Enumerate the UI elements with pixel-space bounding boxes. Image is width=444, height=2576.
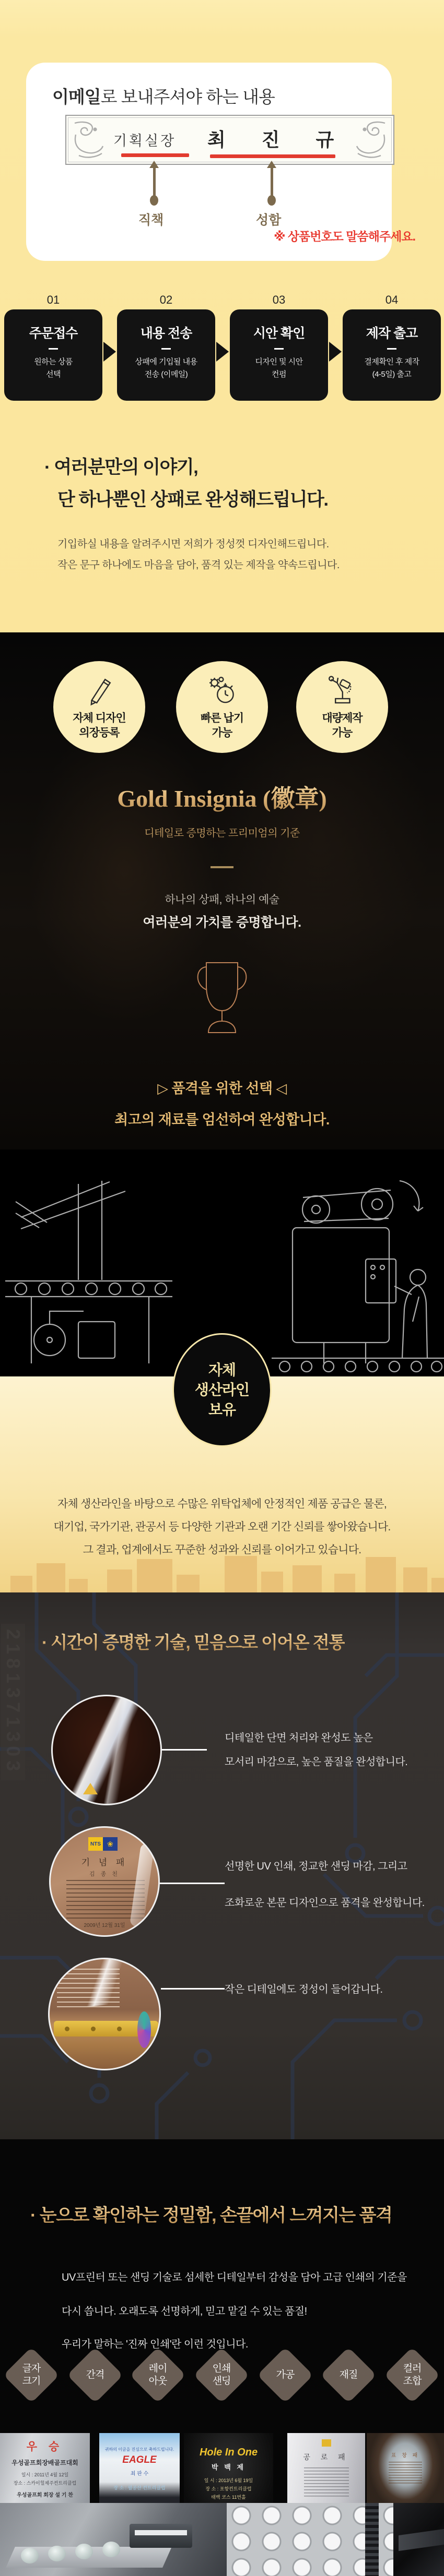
plaque-logo [88,1837,118,1851]
plaque-body-text [389,2462,422,2485]
divider [49,348,58,350]
name-label: 성함 [256,213,282,227]
watermark-number: 2181371303 [1,1624,25,1780]
plaque-title: 기 념 패 [81,1858,128,1867]
tag-print-sanding: 인쇄 샌딩 [212,2363,231,2387]
tag-material: 재질 [339,2369,358,2380]
divider [387,348,396,350]
factory-photo-machine [393,2503,444,2576]
email-guide-title-rest: 로 보내주셔야 하는 내용 [100,87,275,106]
step-title: 내용 전송 [140,326,192,341]
detail-photo-uv-print [49,1826,160,1937]
plaque-logo [322,2439,331,2447]
machine-rail [365,2503,379,2576]
nts-logo: NTS [88,1837,103,1851]
brand-title: Gold Insignia (徽章) [0,780,444,814]
dragon-ornament-icon [71,119,107,162]
arrow-up-icon [267,161,276,206]
step-number: 03 [272,293,286,306]
story-headline-1: · 여러분만의 이야기, [44,457,198,477]
trust-paragraph-line: 그 결과, 업계에서도 꾸준한 성과와 신뢰를 이어가고 있습니다. [83,1544,361,1556]
brand-subtitle: 디테일로 증명하는 프리미엄의 기준 [144,828,300,839]
divider [274,348,284,350]
quality-paragraph-line: 다시 씁니다. 오래도록 선명하게, 믿고 맡길 수 있는 품질! [62,2306,307,2317]
nameplate-position-text: 기획실장 [113,133,177,149]
iridescent-disc [137,2011,151,2048]
badge-line: 보유 [208,1401,236,1418]
feature-label: 자체 디자인 의장등록 [73,712,126,739]
tag-processing: 가공 [276,2369,295,2380]
step-title: 시안 확인 [253,326,305,341]
printer-head [130,2524,192,2548]
product-photo-hole-in-one: Hole In One 박 백 제 일 시 : 2013년 6월 19일 장 소 : 포항컨트리클럽 태백 코스 11번홀 [184,2433,273,2503]
brand-line-1: 하나의 상패, 하나의 예술 [165,894,279,906]
story-sub-2: 작은 문구 하나에도 마음을 담아, 품격 있는 제작을 약속드립니다. [57,559,340,571]
tag-spacing: 간격 [86,2369,104,2380]
arrow-right-icon [329,342,342,362]
pencil-icon [83,674,116,707]
premium-select-line-1: ▷ 품격을 위한 선택 ◁ [157,1081,287,1096]
arrow-up-icon [149,161,159,206]
tag-layout: 레이 아웃 [148,2363,167,2387]
story-sub-1: 기입하실 내용을 알려주시면 저희가 정성껏 디자인해드립니다. [57,538,329,550]
plaque-date: 2009년 12월 31일 [84,1923,125,1928]
plaque-recipient: 김 종 친 [89,1871,120,1877]
glass-disc [102,2542,120,2557]
dragon-ornament-icon [353,119,389,162]
product-photo-merit-plaque: 공 로 패 [287,2433,365,2503]
flower-logo-icon: ❀ [103,1837,118,1851]
step-number: 02 [159,293,173,306]
trophy-icon [191,958,253,1042]
section-brand-features [0,632,444,1149]
trust-paragraph-line: 대기업, 국가기관, 관공서 등 다양한 기관과 오랜 기간 신뢰를 쌓아왔습니다. [53,1521,391,1533]
step-desc: 디자인 및 시안 컨펌 [255,357,303,379]
premium-select-line-2: 최고의 재료를 엄선하여 완성합니다. [114,1112,330,1128]
section-production-line [0,1149,444,1418]
nameplate-name-text: 최 진 규 [207,129,350,150]
position-label: 직책 [138,213,164,227]
tech-item-text: 모서리 마감으로, 높은 품질을 완성합니다. [225,1756,408,1768]
product-photo-eagle-plaque: 귀하의 이글을 진심으로 축하드립니다. EAGLE 최 판 수 장 소 : 월공산 컨트리클럽 [99,2433,180,2503]
name-underline [210,154,335,158]
feature-label: 빠른 납기 가능 [201,712,243,739]
own-production-badge [172,1333,272,1447]
trust-paragraph-line: 자체 생산라인을 바탕으로 수많은 위탁업체에 안정적인 제품 공급은 물론, [57,1498,387,1510]
position-underline [121,153,189,157]
quality-title: · 눈으로 확인하는 정밀함, 손끝에서 느껴지는 품격 [30,2201,392,2226]
connector-line [161,1988,225,1990]
section-technology [0,1592,444,2139]
tech-item-text: 조화로운 본문 디자인으로 품격을 완성합니다. [225,1897,425,1909]
step-title: 주문접수 [29,326,78,341]
badge-line: 생산라인 [194,1382,250,1398]
detail-photo-ornament [48,1958,161,2070]
tech-item-text: 선명한 UV 인쇄, 정교한 샌딩 마감, 그리고 [225,1861,407,1872]
email-guide-title-bold: 이메일 [52,87,101,106]
glass-disc [21,2548,39,2563]
arrow-right-icon [216,342,229,362]
printer-head-bar [135,2530,187,2535]
crystal-reflection [83,1783,98,1794]
tech-item-text: 디테일한 단면 처리와 완성도 높은 [225,1732,373,1744]
robot-arm-icon [325,674,359,707]
feature-badge-mass-production [296,661,388,753]
step-title: 제작 출고 [366,326,418,341]
product-photo-citation-plaque: 표 창 패 [367,2433,444,2503]
section-quality [0,2139,444,2576]
tech-item-text: 작은 디테일에도 정성이 들어갑니다. [225,1984,383,1995]
divider [161,348,171,350]
plaque-body-text [304,2467,349,2497]
step-card-send-content [117,309,215,401]
step-number: 01 [46,293,60,306]
feature-label: 대량제작 가능 [322,712,363,739]
machine-part [399,2529,444,2551]
step-desc: 결제확인 후 제작 (4-5일) 출고 [364,357,419,379]
email-guide-title [52,83,275,108]
nameplate-sample-image [65,115,394,165]
feature-badge-fast-delivery [176,661,268,753]
section-email-guide [0,0,444,632]
story-headline-2: 단 하나뿐인 상패로 완성해드립니다. [57,489,328,510]
city-skyline-silhouette [0,1552,444,1592]
badge-line: 자체 [208,1362,236,1378]
tag-color-combo: 컬러 조합 [403,2363,422,2387]
brand-line-2: 여러분의 가치를 증명합니다. [143,915,301,930]
product-photo-winner-plaque: 우 승 우성골프회장배골프대회 일시 : 2011년 4월 12일 장소 : 스카이힐제주컨트리클럽 우성골프회 회장 설 기 찬 [0,2433,90,2503]
tech-title: · 시간이 증명한 기술, 믿음으로 이어온 전통 [42,1629,345,1654]
step-card-proof-check [230,309,328,401]
divider [211,866,233,868]
step-desc: 원하는 상품 선택 [34,357,73,379]
factory-photo-glass-discs [227,2503,393,2576]
quality-paragraph-line: UV프린터 또는 샌딩 기술로 섬세한 디테일부터 감성을 담아 고급 인쇄의 기준을 [62,2272,407,2283]
product-number-note: ※ 상품번호도 말씀해주세요. [274,230,415,243]
glass-disc [75,2544,93,2559]
detail-photo-edge-finish [51,1695,162,1805]
stopwatch-gears-icon [205,674,239,707]
factory-photo-uv-printer [0,2503,227,2576]
quality-paragraph-line: 우리가 말하는 '진짜 인쇄'란 이런 것입니다. [62,2339,248,2350]
glass-disc [48,2546,66,2561]
arrow-right-icon [103,342,116,362]
step-desc: 상패에 기입될 내용 전송 (이메일) [135,357,197,379]
connector-line [162,1749,207,1751]
tag-font-size: 글자 크기 [22,2363,41,2387]
connector-line [160,1883,225,1884]
step-card-ship [343,309,441,401]
feature-badge-design [53,661,145,753]
step-number: 04 [385,293,399,306]
crystal-reflection [48,1958,152,2012]
step-card-order [4,309,102,401]
